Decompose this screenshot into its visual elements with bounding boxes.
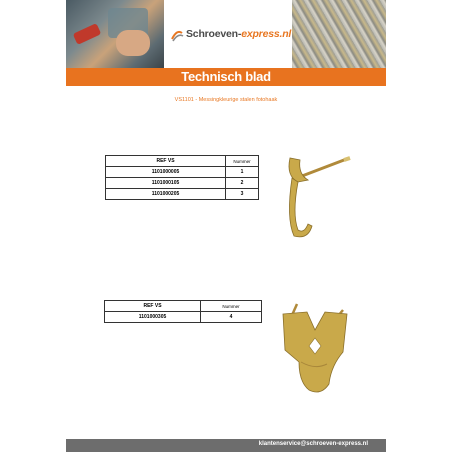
- reference-table-2: [104, 300, 262, 323]
- table-header-row: [105, 301, 262, 312]
- ref-cell: 1101000205: [106, 189, 226, 200]
- table-row: [106, 167, 259, 178]
- product-subtitle: VS1101 - Messingkleurige stalen fotohaak: [174, 97, 278, 103]
- v-hook-illustration: [271, 300, 361, 400]
- number-cell: 3: [226, 189, 259, 200]
- page-title: Technisch blad: [181, 69, 271, 84]
- number-cell: 1: [226, 167, 259, 178]
- number-cell: 4: [201, 312, 262, 323]
- header-banner: [66, 0, 386, 68]
- screw-logo-icon: [170, 28, 184, 42]
- table-row: [105, 312, 262, 323]
- tools-photo: [66, 0, 164, 68]
- brand-logo[interactable]: [164, 0, 292, 68]
- screws-photo: [292, 0, 386, 68]
- brand-name: [186, 28, 291, 40]
- picture-hook-illustration: [274, 148, 364, 248]
- ref-cell: 1101000005: [106, 167, 226, 178]
- ref-cell: 1101000305: [105, 312, 201, 323]
- column-header-ref: REF VS: [105, 301, 201, 312]
- ref-cell: 1101000105: [106, 178, 226, 189]
- title-bar: [66, 68, 386, 86]
- number-cell: 2: [226, 178, 259, 189]
- column-header-ref: REF VS: [106, 156, 226, 167]
- column-header-number: Nummer: [226, 156, 259, 167]
- customer-service-email[interactable]: klantenservice@schroeven-express.nl: [258, 441, 368, 447]
- reference-table-1: [105, 155, 259, 200]
- table-header-row: [106, 156, 259, 167]
- datasheet-page: [66, 0, 386, 452]
- brand-accent: express.nl: [241, 28, 292, 40]
- table-row: [106, 189, 259, 200]
- footer-bar: [66, 439, 386, 452]
- column-header-number: Nummer: [201, 301, 262, 312]
- table-row: [106, 178, 259, 189]
- brand-main: Schroeven-: [186, 28, 242, 40]
